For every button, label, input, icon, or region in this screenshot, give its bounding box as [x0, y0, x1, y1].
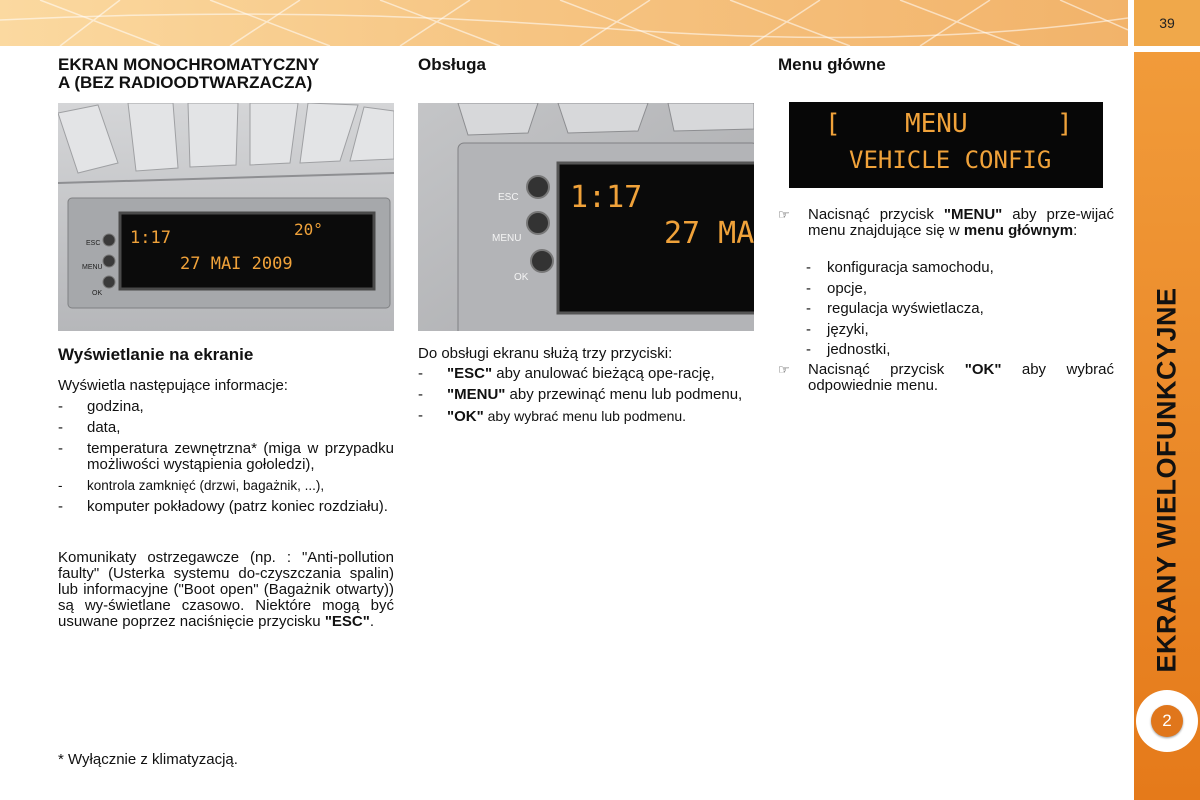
footnote: * Wyłącznie z klimatyzacją.: [58, 751, 238, 768]
button-name: "ESC": [447, 365, 493, 382]
lcd-bracket-left: [: [825, 109, 841, 139]
section-title-monochrome: [58, 56, 398, 92]
menu-option: - regulacja wyświetlacza,: [806, 301, 1096, 317]
display-photo-1: [58, 103, 394, 331]
button-name: "OK": [447, 408, 484, 425]
button-desc: aby wybrać menu lub podmenu.: [483, 408, 687, 424]
photo2-date: 27 MA: [664, 216, 754, 251]
photo2-ok-label: OK: [514, 272, 529, 283]
photo2-esc-label: ESC: [498, 192, 519, 203]
photo1-menu-label: MENU: [82, 264, 103, 271]
list-item-menu: [418, 387, 754, 403]
menu-option: - języki,: [806, 322, 1096, 338]
operation-intro: Do obsługi ekranu służą trzy przyciski:: [418, 345, 673, 362]
step1-text-a: Nacisnąć przycisk: [808, 206, 944, 223]
section-title-main-menu: Menu główne: [778, 55, 886, 74]
step2-text-a: Nacisnąć przycisk: [808, 361, 965, 378]
section-title-operation: Obsługa: [418, 55, 487, 74]
chapter-title: EKRANY WIELOFUNKCYJNE: [1151, 287, 1182, 673]
list-item: - godzina,: [58, 399, 394, 415]
chapter-badge: [1136, 690, 1198, 752]
step1-bold-a: "MENU": [943, 206, 1003, 223]
step2-text-b: aby wybrać odpowiednie menu.: [808, 361, 1114, 394]
title-line-1: EKRAN MONOCHROMATYCZNY: [58, 55, 320, 74]
lcd-menu-display: [789, 102, 1103, 188]
lcd-vehicle-config: VEHICLE CONFIG: [849, 146, 1052, 174]
warning-text: Komunikaty ostrzegawcze (np. : "Anti-pollution faulty" (Usterka systemu do-czyszczania spalin) lub informacyjne ("Boot open" (Bagażnik otwarty)) są wy-świetlane czasowo. Niektóre mogą być usuwane poprzez naciśnięcie przycisku: [58, 549, 394, 630]
photo2-menu-label: MENU: [492, 233, 522, 244]
pointing-hand-icon: ☞: [778, 207, 790, 222]
list-item-esc: [418, 366, 754, 382]
photo1-temp: 20°: [294, 220, 323, 239]
buttons-list: [418, 366, 754, 430]
warning-end: .: [369, 613, 375, 630]
photo2-time: 1:17: [570, 180, 643, 215]
menu-option: - konfiguracja samochodu,: [806, 260, 1096, 276]
chapter-number: 2: [1151, 705, 1183, 737]
warning-paragraph: [58, 550, 394, 630]
step1-text-c: :: [1073, 222, 1078, 239]
page-number: 39: [1134, 0, 1200, 46]
display-photo-2: [418, 103, 754, 331]
button-name: "MENU": [447, 386, 506, 403]
step1-bold-b: menu głównym: [963, 222, 1074, 239]
photo1-ok-label: OK: [92, 290, 103, 297]
photo1-date: 27 MAI 2009: [180, 254, 293, 274]
lcd-bracket-right: ]: [1057, 109, 1073, 139]
menu-option: - jednostki,: [806, 342, 1096, 358]
header-pattern: [0, 0, 1128, 46]
display-info-list: [58, 399, 394, 520]
pointing-hand-icon: ☞: [778, 362, 790, 377]
step1-text-b: aby prze-wijać menu znajdujące się w: [808, 206, 1114, 239]
subheading-display: Wyświetlanie na ekranie: [58, 345, 254, 364]
photo1-time: 1:17: [130, 228, 171, 248]
list-item-ok: [418, 408, 754, 425]
photo1-esc-label: ESC: [86, 240, 101, 247]
header-band: [0, 0, 1128, 46]
warning-esc: "ESC": [324, 613, 370, 630]
list-item: - data,: [58, 420, 394, 436]
step2-bold-a: "OK": [964, 361, 1002, 378]
menu-options-list: [806, 260, 1096, 363]
lcd-menu-label: MENU: [905, 109, 968, 139]
list-item: - temperatura zewnętrzna* (miga w przypadku możliwości wystąpienia gołoledzi),: [58, 441, 394, 473]
step-press-ok: [778, 362, 1114, 394]
step-press-menu: [778, 207, 1114, 239]
list-item: - komputer pokładowy (patrz koniec rozdziału).: [58, 499, 394, 515]
button-desc: aby przewinąć menu lub podmenu,: [505, 386, 743, 403]
list-item: - kontrola zamknięć (drzwi, bagażnik, ...),: [58, 478, 394, 494]
display-intro: Wyświetla następujące informacje:: [58, 377, 288, 394]
menu-option: - opcje,: [806, 281, 1096, 297]
button-desc: aby anulować bieżącą ope-rację,: [492, 365, 715, 382]
title-line-2: A (BEZ RADIOODTWARZACZA): [58, 73, 313, 92]
